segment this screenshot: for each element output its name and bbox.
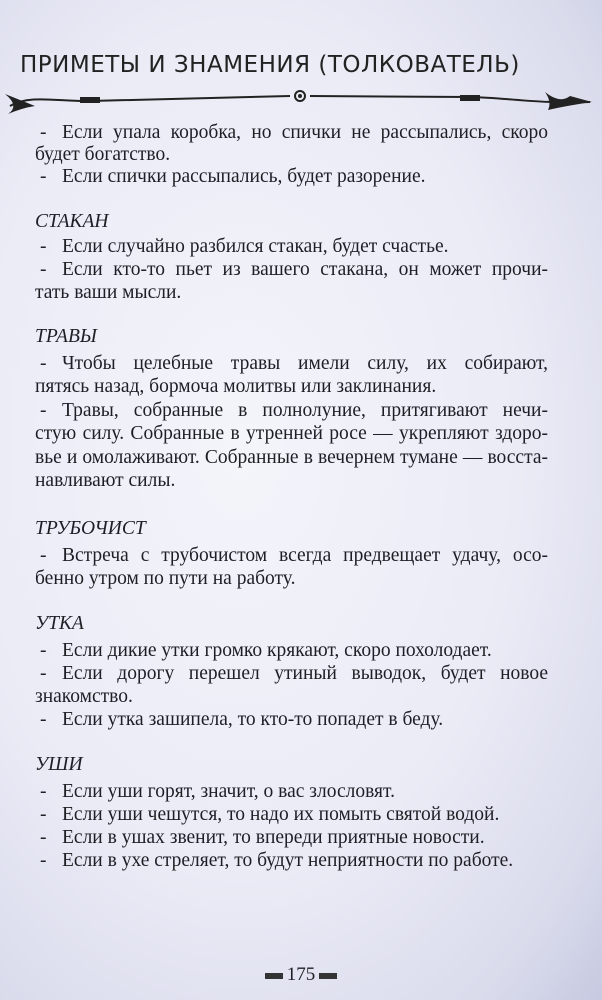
bullet-dash: - (40, 709, 47, 730)
line-text: знакомство. (35, 686, 133, 707)
line-text: Если упала коробка, но спички не рассыпались, скоро (62, 122, 548, 143)
text-line (35, 850, 548, 872)
line-text: Если в ухе стреляет, то будут неприятности по работе. (62, 850, 514, 871)
line-text: будет богатство. (35, 144, 171, 165)
text-line (35, 400, 548, 422)
bullet-dash: - (40, 545, 47, 566)
text-line (35, 781, 548, 803)
text-line (35, 827, 548, 849)
line-text: вье и омолаживают. Собранные в вечернем тумане — восста- (35, 447, 548, 468)
line-text: Если случайно разбился стакан, будет счастье. (62, 236, 449, 257)
text-line (35, 166, 548, 188)
text-line (35, 236, 548, 258)
bullet-dash: - (40, 827, 47, 848)
text-line (35, 804, 548, 826)
line-text: Если дикие утки громко крякают, скоро похолодает. (62, 640, 492, 661)
line-text: Если в ушах звенит, то впереди приятные новости. (62, 827, 485, 848)
bullet-dash: - (40, 236, 47, 257)
bullet-dash: - (40, 166, 47, 187)
bullet-dash: - (40, 122, 47, 143)
section-heading: ТРУБОЧИСТ (35, 518, 146, 539)
text-line (35, 545, 548, 567)
bullet-dash: - (40, 781, 47, 802)
bullet-dash: - (40, 640, 47, 661)
text-line (35, 663, 548, 685)
line-text: Если спички рассыпались, будет разорение. (62, 166, 426, 187)
line-text: Если уши чешутся, то надо их помыть святой водой. (62, 804, 500, 825)
line-text: Травы, собранные в полнолуние, притягивают нечи- (62, 400, 548, 421)
text-line (35, 376, 548, 398)
text-line (35, 709, 548, 731)
line-text: Если уши горят, значит, о вас злословят. (62, 781, 395, 802)
bullet-dash: - (40, 804, 47, 825)
line-text: навливают силы. (35, 470, 176, 491)
section-heading: СТАКАН (35, 211, 109, 232)
bullet-dash: - (40, 663, 47, 684)
left-arrow-ornament (265, 973, 283, 979)
section-heading: УТКА (35, 613, 84, 634)
line-text: пятясь назад, бормоча молитвы или заклинания. (35, 376, 437, 397)
line-text: Если утка зашипела, то кто-то попадет в беду. (62, 709, 444, 730)
line-text: Если кто-то пьет из вашего стакана, он может прочи- (62, 259, 548, 280)
text-line (35, 686, 548, 708)
running-header: ПРИМЕТЫ И ЗНАМЕНИЯ (ТОЛКОВАТЕЛЬ) (20, 52, 520, 78)
text-line (35, 353, 548, 375)
bullet-dash: - (40, 400, 47, 421)
text-line (35, 568, 548, 590)
text-line (35, 640, 548, 662)
line-text: тать ваши мысли. (35, 282, 182, 303)
bullet-dash: - (40, 259, 47, 280)
text-line (35, 144, 548, 166)
text-line (35, 470, 548, 492)
text-line (35, 122, 548, 144)
text-line (35, 282, 548, 304)
right-arrow-ornament (319, 973, 337, 979)
line-text: Встреча с трубочистом всегда предвещает удачу, осо- (62, 545, 548, 566)
section-heading: УШИ (35, 754, 83, 775)
section-heading: ТРАВЫ (35, 326, 97, 347)
line-text: бенно утром по пути на работу. (35, 568, 296, 589)
line-text: Чтобы целебные травы имели силу, их собирают, (62, 353, 548, 374)
line-text: стую силу. Собранные в утренней росе — укрепляют здоро- (35, 423, 548, 444)
text-line (35, 259, 548, 281)
text-line (35, 447, 548, 469)
header-ornament (0, 84, 602, 124)
bullet-dash: - (40, 850, 47, 871)
text-line (35, 423, 548, 445)
page-number: 175 (0, 964, 602, 986)
line-text: Если дорогу перешел утиный выводок, будет новое (62, 663, 548, 684)
bullet-dash: - (40, 353, 47, 374)
